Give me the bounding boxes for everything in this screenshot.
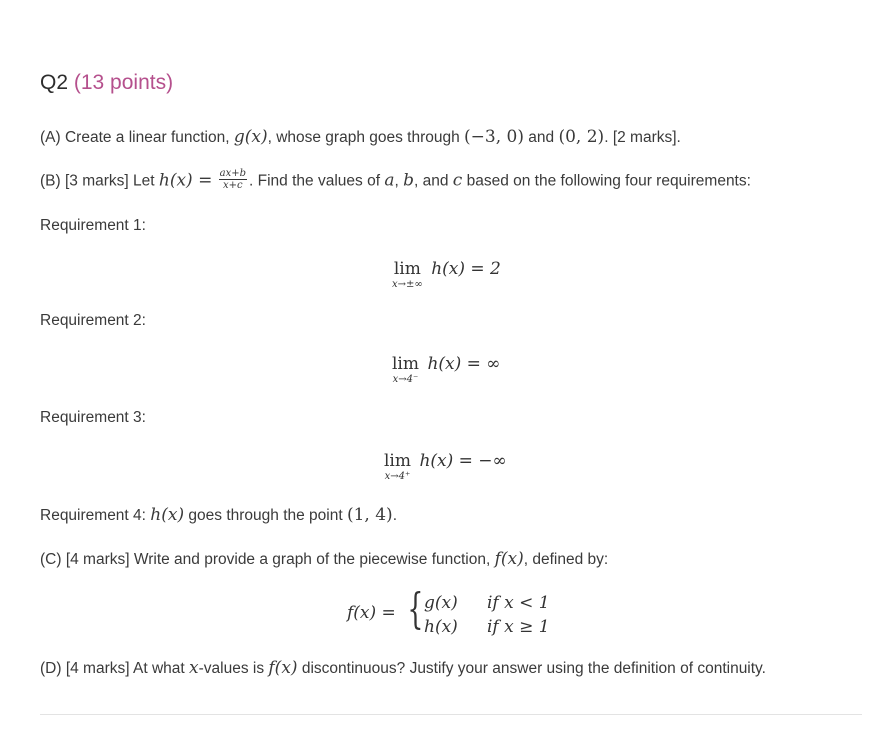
requirement-1-label: Requirement 1:: [40, 217, 146, 234]
left-brace: {: [407, 584, 424, 633]
h-fraction: $\frac{ax+b}{x+c}$: [219, 168, 247, 191]
part-d: (D) [4 marks] At what x-values is f(x) discontinuous? Justify your answer using the definition of continuity.: [40, 658, 766, 678]
requirement-4: Requirement 4: h(x) goes through the point (1, 4).: [40, 505, 397, 525]
requirement-3-expression: lim x→4⁺ h(x) = −∞: [384, 451, 507, 482]
part-b: (B) [3 marks] Let h(x) = $\frac{ax+b}{x+c}$ . Find the values of a, b, and c based on the following four requirements:: [40, 168, 751, 191]
divider: [40, 714, 862, 715]
requirement-3-label: Requirement 3:: [40, 409, 146, 426]
question-number: Q2: [40, 71, 69, 94]
part-a: (A) Create a linear function, g(x), whose graph goes through (−3, 0) and (0, 2). [2 marks].: [40, 127, 681, 147]
requirement-2-expression: lim x→4⁻ h(x) = ∞: [392, 354, 501, 385]
requirement-1-expression: lim x→±∞ h(x) = 2: [392, 259, 501, 290]
requirement-2-label: Requirement 2:: [40, 312, 146, 329]
question-title: [40, 71, 173, 95]
part-c: (C) [4 marks] Write and provide a graph of the piecewise function, f(x), defined by:: [40, 549, 609, 569]
question-points: (13 points): [73, 71, 174, 94]
